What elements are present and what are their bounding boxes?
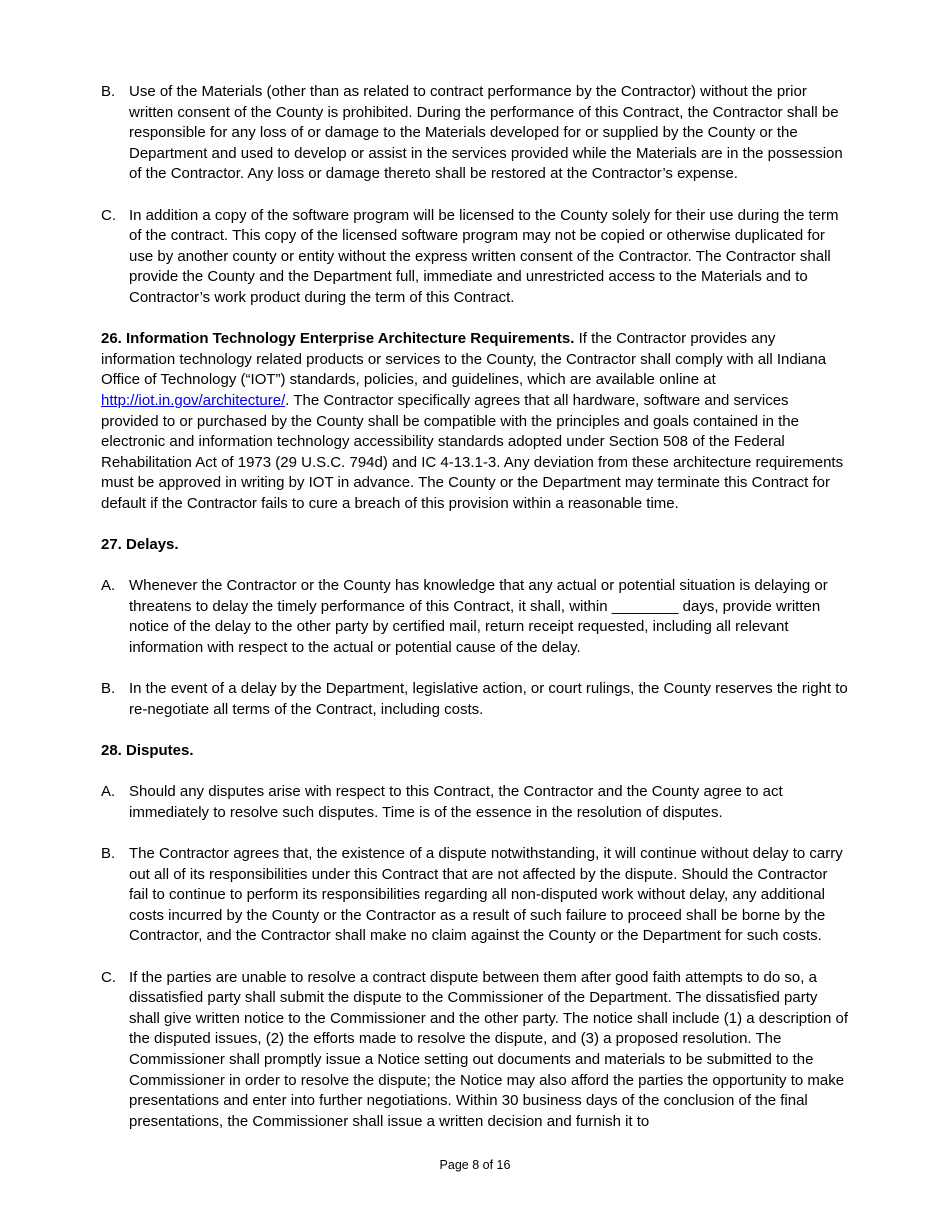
item-letter: B. <box>101 83 116 100</box>
item-text: The Contractor agrees that, the existence of a dispute notwithstanding, it will continue without delay to carry out all of its responsibilities under this Contract that are not affected by the dispute. Should the Contractor fail to continue to perform its responsibilities regarding all non-disputed work without delay, any additional costs incurred by the County or the Contractor as a result of such failure to proceed shall be borne by the Contractor, and the Contractor shall make no claim against the County or the Department for such costs. <box>129 844 843 945</box>
item-text: Whenever the Contractor or the County has knowledge that any actual or potential situation is delaying or threatens to delay the timely performance of this Contract, it shall, within ________ days, provide written notice of the delay to the other party by certified mail, return receipt requested, including all relevant information with respect to the actual or potential cause of the delay. <box>129 577 828 657</box>
iot-architecture-link[interactable]: http://iot.in.gov/architecture/ <box>101 391 286 409</box>
item-text: In the event of a delay by the Department, legislative action, or court rulings, the County reserves the right to re-negotiate all terms of the Contract, including costs. <box>129 680 848 718</box>
item-text: Use of the Materials (other than as related to contract performance by the Contractor) without the prior written consent of the County is prohibited. During the performance of this Contract, the Contractor shall be responsible for any loss of or damage to the Materials developed for or supplied by the County or the Department and used to develop or assist in the services provided while the Materials are in the possession of the Contractor. Any loss or damage thereto shall be restored at the Contractor’s expense. <box>129 83 843 183</box>
page-body <box>101 82 849 1153</box>
item-letter: A. <box>101 783 116 801</box>
section-27-heading: 27. Delays. <box>101 536 179 554</box>
item-text: If the parties are unable to resolve a contract dispute between them after good faith attempts to do so, a dissatisfied party shall submit the dispute to the Commissioner of the Department. The dissatisfied party shall give written notice to the Commissioner and the other party. The notice shall include (1) a description of the disputed issues, (2) the efforts made to resolve the dispute, and (3) a proposed resolution. The Commissioner shall promptly issue a Notice setting out documents and materials to be submitted to the Commissioner in order to resolve the dispute; the Notice may also afford the parties the opportunity to make presentations and enter into further negotiations. Within 30 business days of the conclusion of the final presentations, the Commissioner shall issue a written decision and furnish it to <box>129 968 848 1130</box>
section-25-item-c <box>101 206 849 309</box>
section-28-item-a <box>101 782 849 823</box>
section-27-item-b <box>101 679 849 720</box>
item-text: Should any disputes arise with respect to this Contract, the Contractor and the County agree to act immediately to resolve such disputes. Time is of the essence in the resolution of disputes. <box>129 783 783 821</box>
item-letter: A. <box>101 577 116 595</box>
section-26-text-after-link: . The Contractor specifically agrees that all hardware, software and services provided to or purchased by the County shall be compatible with the principles and goals contained in the electronic and information technology accessibility standards adopted under Section 508 of the Federal Rehabilitation Act of 1973 (29 U.S.C. 794d) and IC 4-13.1-3. Any deviation from these architecture requirements must be approved in writing by IOT in advance. The County or the Department may terminate this Contract for default if the Contractor fails to cure a breach of this provision within a reasonable time. <box>101 391 844 512</box>
section-28-item-b <box>101 844 849 947</box>
section-28-heading: 28. Disputes. <box>101 742 194 759</box>
section-26-text-before-link: If the Contractor provides any information technology related products or services to the County, the Contractor shall comply with all Indiana Office of Technology (“IOT”) standards, policies, and guidelines, which are available online at <box>101 330 827 389</box>
section-27-item-a <box>101 576 849 658</box>
section-26-paragraph <box>101 329 849 514</box>
section-26-heading: 26. Information Technology Enterprise Architecture Requirements. <box>101 330 575 348</box>
section-28-item-c <box>101 968 849 1133</box>
item-letter: C. <box>101 968 116 986</box>
item-text: In addition a copy of the software program will be licensed to the County solely for their use during the term of the contract. This copy of the licensed software program may not be copied or otherwise duplicated for use by another county or entity without the express written consent of the Contractor. The Contractor shall provide the County and the Department full, immediate and unrestricted access to the Materials and to Contractor’s work product during the term of this Contract. <box>129 206 839 306</box>
item-letter: C. <box>101 206 116 224</box>
item-letter: B. <box>101 680 116 698</box>
page-number-footer: Page 8 of 16 <box>439 1158 511 1172</box>
section-25-item-b <box>101 82 849 185</box>
item-letter: B. <box>101 844 116 862</box>
